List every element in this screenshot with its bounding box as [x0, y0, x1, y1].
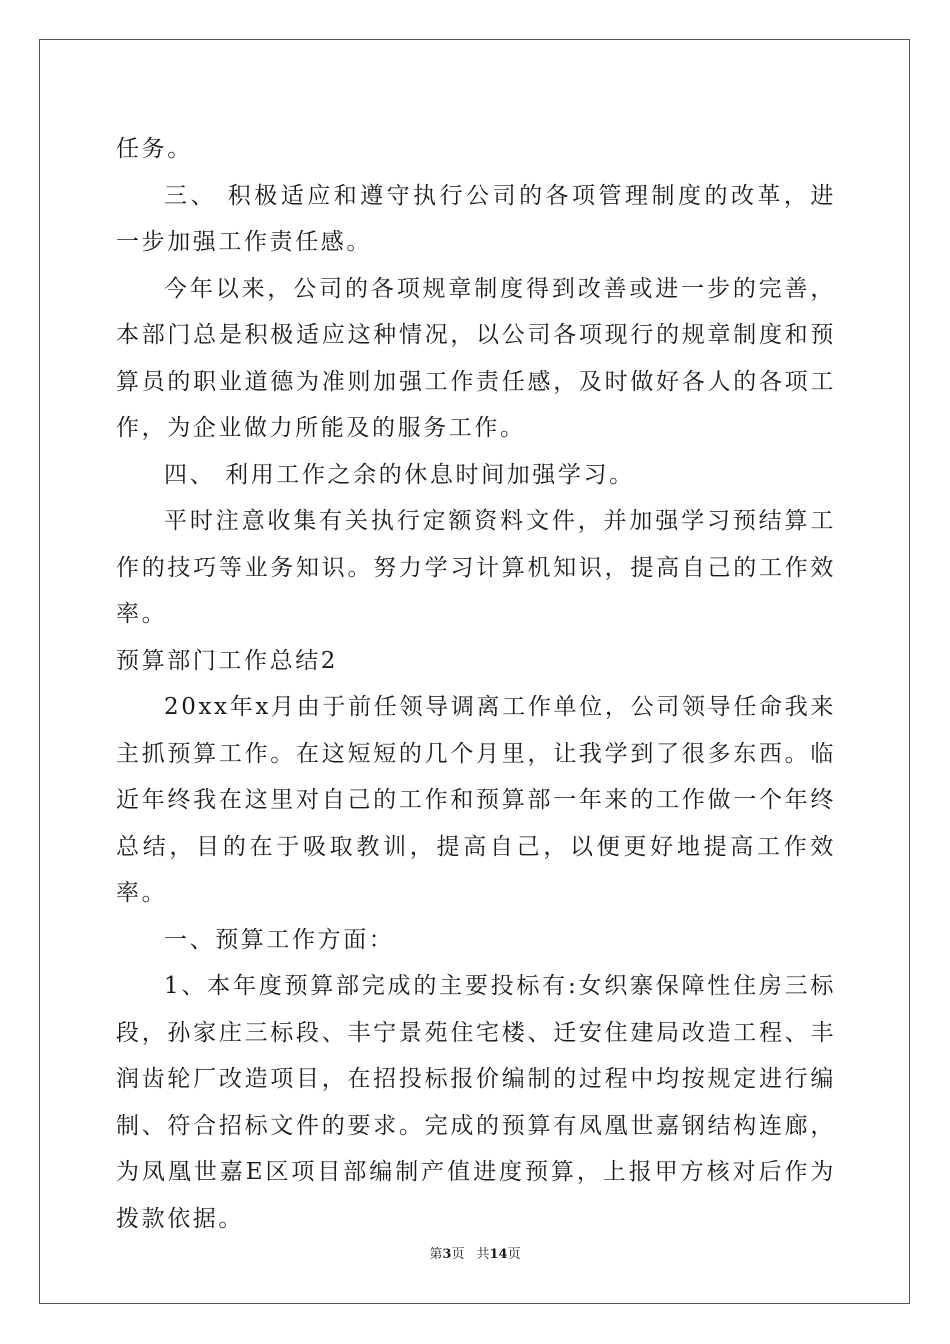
- page-prefix: 第: [429, 1247, 443, 1262]
- paragraph-1: 任务。: [116, 136, 193, 162]
- page-footer: [0, 1246, 950, 1264]
- paragraph-4: 四、 利用工作之余的休息时间加强学习。: [164, 461, 635, 488]
- paragraph-6: 20xx年x月由于前任领导调离工作单位，公司领导任命我来主抓预算工作。在这短短的几个月里，让我学到了很多东西。临近年终我在这里对自己的工作和预算部一年来的工作做一个年终总结，目的在于吸取教训，提高自己，以便更好地提高工作效率。: [116, 694, 836, 906]
- total-suffix: 页: [507, 1247, 521, 1262]
- section-heading: 预算部门工作总结2: [116, 647, 339, 674]
- paragraph-3: 今年以来，公司的各项规章制度得到改善或进一步的完善，本部门总是积极适应这种情况，以公司各项现行的规章制度和预算员的职业道德为准则加强工作责任感，及时做好各人的各项工作，为企业做力所能及的服务工作。: [116, 275, 836, 441]
- document-body: [116, 126, 836, 1242]
- total-prefix: 共: [476, 1247, 490, 1262]
- page-number: 3: [442, 1247, 452, 1262]
- page-suffix: 页: [451, 1247, 465, 1262]
- paragraph-7: 一、预算工作方面：: [164, 926, 395, 953]
- paragraph-2: 三、 积极适应和遵守执行公司的各项管理制度的改革，进一步加强工作责任感。: [116, 182, 836, 255]
- paragraph-8: 1、本年度预算部完成的主要投标有:女织寨保障性住房三标段，孙家庄三标段、丰宁景苑住宅楼、迁安住建局改造工程、丰润齿轮厂改造项目，在招投标报价编制的过程中均按规定进行编制、符合招标文件的要求。完成的预算有凤凰世嘉钢结构连廊，为凤凰世嘉E区项目部编制产值进度预算，上报甲方核对后作为拨款依据。: [116, 973, 836, 1232]
- total-pages: 14: [489, 1247, 508, 1262]
- paragraph-5: 平时注意收集有关执行定额资料文件，并加强学习预结算工作的技巧等业务知识。努力学习计算机知识，提高自己的工作效率。: [116, 508, 836, 627]
